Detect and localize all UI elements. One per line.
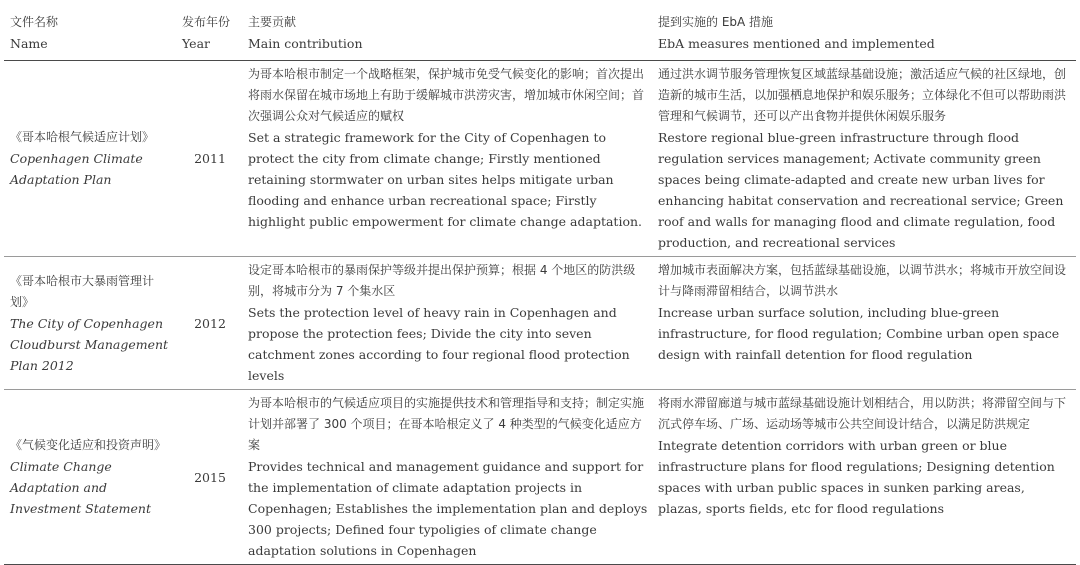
measures-cell [652, 257, 1076, 390]
doc-name-cell [4, 390, 176, 565]
header-year-en: Year [182, 36, 210, 51]
contribution-cn: 为哥本哈根市的气候适应项目的实施提供技术和管理指导和支持；制定实施计划并部署了 300 个项目；在哥本哈根定义了 4 种类型的气候变化适应方案 [248, 396, 645, 452]
eba-policy-table [4, 12, 1076, 565]
header-contribution-cn: 主要贡献 [248, 15, 297, 29]
header-measures [652, 12, 1076, 61]
measures-cn: 通过洪水调节服务管理恢复区域蓝绿基础设施；激活适应气候的社区绿地，创造新的城市生活，以加强栖息地保护和娱乐服务；立体绿化不但可以帮助雨洪管理和气候调节，还可以产出食物并提供休闲娱乐服务 [658, 67, 1067, 123]
contribution-cell [242, 61, 652, 257]
contribution-en: Provides technical and management guidance and support for the implementation of climate adaptation projects in Copenhagen; Establishes the implementation plan and deploys 300 projects; Defined four typoligies of climate change adaptation solutions in Copenhagen [248, 459, 648, 558]
doc-name-en: Copenhagen Climate Adaptation Plan [10, 151, 143, 187]
year-cell: 2012 [194, 315, 226, 331]
header-name [4, 12, 176, 61]
year-cell: 2015 [194, 469, 226, 485]
measures-cell [652, 390, 1076, 565]
table-row [4, 61, 1076, 257]
measures-en: Restore regional blue-green infrastructure through flood regulation services management; Activate community green spaces being climate-adapted and create new urban lives for enhancing habitat conservation and recreational service; Green roof and walls for managing flood and climate regulation, food production, and recreational services [658, 130, 1064, 250]
measures-en: Integrate detention corridors with urban green or blue infrastructure plans for flood regulations; Designing detention spaces with urban public spaces in sunken parking areas, plazas, sports fields, etc for flood regulations [658, 438, 1055, 516]
doc-name-en: Climate Change Adaptation and Investment Statement [10, 459, 151, 516]
contribution-cn: 为哥本哈根市制定一个战略框架，保护城市免受气候变化的影响；首次提出将雨水保留在城市场地上有助于缓解城市洪涝灾害，增加城市休闲空间；首次强调公众对气候适应的赋权 [248, 67, 645, 123]
header-contribution [242, 12, 652, 61]
contribution-cell [242, 257, 652, 390]
doc-name-cell [4, 61, 176, 257]
measures-cn: 增加城市表面解决方案，包括蓝绿基础设施，以调节洪水；将城市开放空间设计与降雨滞留相结合，以调节洪水 [658, 263, 1067, 298]
header-name-en: Name [10, 36, 48, 51]
contribution-en: Set a strategic framework for the City of Copenhagen to protect the city from climate change; Firstly mentioned retaining stormwater on urban sites helps mitigate urban flooding and enhance urban recreational space; Firstly highlight public empowerment for climate change adaptation. [248, 130, 642, 229]
doc-name-cell [4, 257, 176, 390]
doc-name-en: The City of Copenhagen Cloudburst Management Plan 2012 [10, 315, 169, 373]
header-year-cn: 发布年份 [182, 15, 231, 29]
header-contribution-en: Main contribution [248, 36, 363, 51]
doc-name-cn: 《哥本哈根气候适应计划》 [10, 130, 155, 144]
header-measures-cn: 提到实施的 EbA 措施 [658, 15, 774, 29]
measures-cell [652, 61, 1076, 257]
measures-en: Increase urban surface solution, including blue-green infrastructure, for flood regulation; Combine urban open space design with rainfall detention for flood regulation [658, 305, 1060, 362]
measures-cn: 将雨水滞留廊道与城市蓝绿基础设施计划相结合，用以防洪；将滞留空间与下沉式停车场、广场、运动场等城市公共空间设计结合，以满足防洪规定 [658, 396, 1067, 431]
header-measures-en: EbA measures mentioned and implemented [658, 36, 935, 51]
contribution-cell [242, 390, 652, 565]
header-year [176, 12, 242, 61]
contribution-cn: 设定哥本哈根市的暴雨保护等级并提出保护预算；根据 4 个地区的防洪级别，将城市分为 7 个集水区 [248, 263, 636, 298]
doc-name-cn: 《气候变化适应和投资声明》 [10, 438, 167, 452]
table-header-row [4, 12, 1076, 61]
table-row [4, 257, 1076, 390]
doc-name-cn: 《哥本哈根市大暴雨管理计划》 [10, 273, 155, 309]
year-cell: 2011 [194, 151, 226, 166]
table-row [4, 390, 1076, 565]
header-name-cn: 文件名称 [10, 15, 59, 29]
contribution-en: Sets the protection level of heavy rain in Copenhagen and propose the protection fees; Divide the city into seven catchment zones according to four regional flood protection levels [248, 305, 630, 383]
